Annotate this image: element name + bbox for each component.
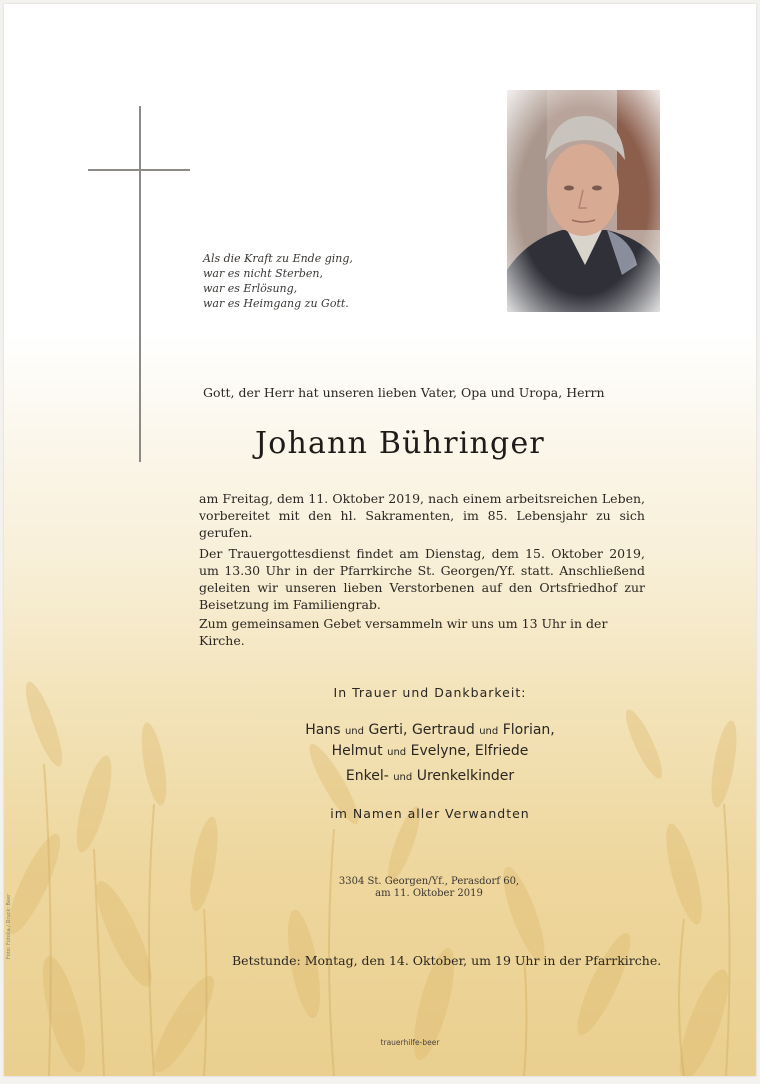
mourner-name: Gerti, Gertraud — [368, 722, 475, 738]
wake-notice: Betstunde: Montag, den 14. Oktober, um 19 Uhr in der Pfarrkirche. — [232, 953, 662, 968]
mourners-line — [204, 720, 656, 742]
mourner-name: Hans — [305, 722, 341, 738]
mourner-name: Urenkelkinder — [416, 768, 515, 784]
prayer-paragraph: Zum gemeinsamen Gebet versammeln wir uns um 13 Uhr in der Kirche. — [199, 616, 608, 648]
conjunction: und — [387, 747, 407, 758]
intro-text: Gott, der Herr hat unseren lieben Vater, Opa und Uropa, Herrn — [203, 385, 605, 400]
poem — [203, 251, 353, 311]
mourner-name: Enkel- — [345, 768, 389, 784]
relatives-line: im Namen aller Verwandten — [330, 806, 530, 821]
conjunction: und — [393, 772, 413, 783]
poem-line: Als die Kraft zu Ende ging, — [203, 252, 353, 265]
footer-brand: trauerhilfe-beer — [380, 1038, 440, 1047]
funeral-paragraph: Der Trauergottesdienst findet am Dienstag, dem 15. Oktober 2019, um 13.30 Uhr in der Pfarrkirche St. Georgen/Yf. statt. Anschließend geleiten wir unseren lieben Verstorbenen auf den Ortsfriedhof zur Beisetzung im Familiengrab. — [199, 546, 645, 612]
mourning-heading: In Trauer und Dankbarkeit: — [333, 685, 527, 700]
poem-line: war es nicht Sterben, — [203, 267, 324, 280]
side-print-credit: Foto: Fotolia / Druck: Beer — [6, 893, 12, 959]
conjunction: und — [479, 726, 499, 737]
deceased-portrait-photo — [507, 90, 660, 312]
cross-vertical-bar — [139, 106, 141, 462]
deceased-name: Johann Bühringer — [255, 426, 545, 461]
mourners-line — [204, 741, 656, 763]
address-line: 3304 St. Georgen/Yf., Perasdorf 60, — [338, 876, 520, 887]
date-line: am 11. Oktober 2019 — [375, 888, 483, 899]
mourner-name: Florian, — [502, 722, 555, 738]
conjunction: und — [344, 726, 364, 737]
mourners-line — [204, 766, 656, 788]
poem-line: war es Heimgang zu Gott. — [203, 297, 349, 310]
mourner-name: Helmut — [331, 743, 383, 759]
poem-line: war es Erlösung, — [203, 282, 298, 295]
parte-page — [4, 4, 756, 1076]
death-paragraph: am Freitag, dem 11. Oktober 2019, nach einem arbeitsreichen Leben, vorbereitet mit den hl. Sakramenten, im 85. Lebensjahr zu sich gerufen. — [199, 491, 645, 540]
mourner-name: Evelyne, Elfriede — [410, 743, 529, 759]
cross-horizontal-bar — [88, 169, 190, 171]
